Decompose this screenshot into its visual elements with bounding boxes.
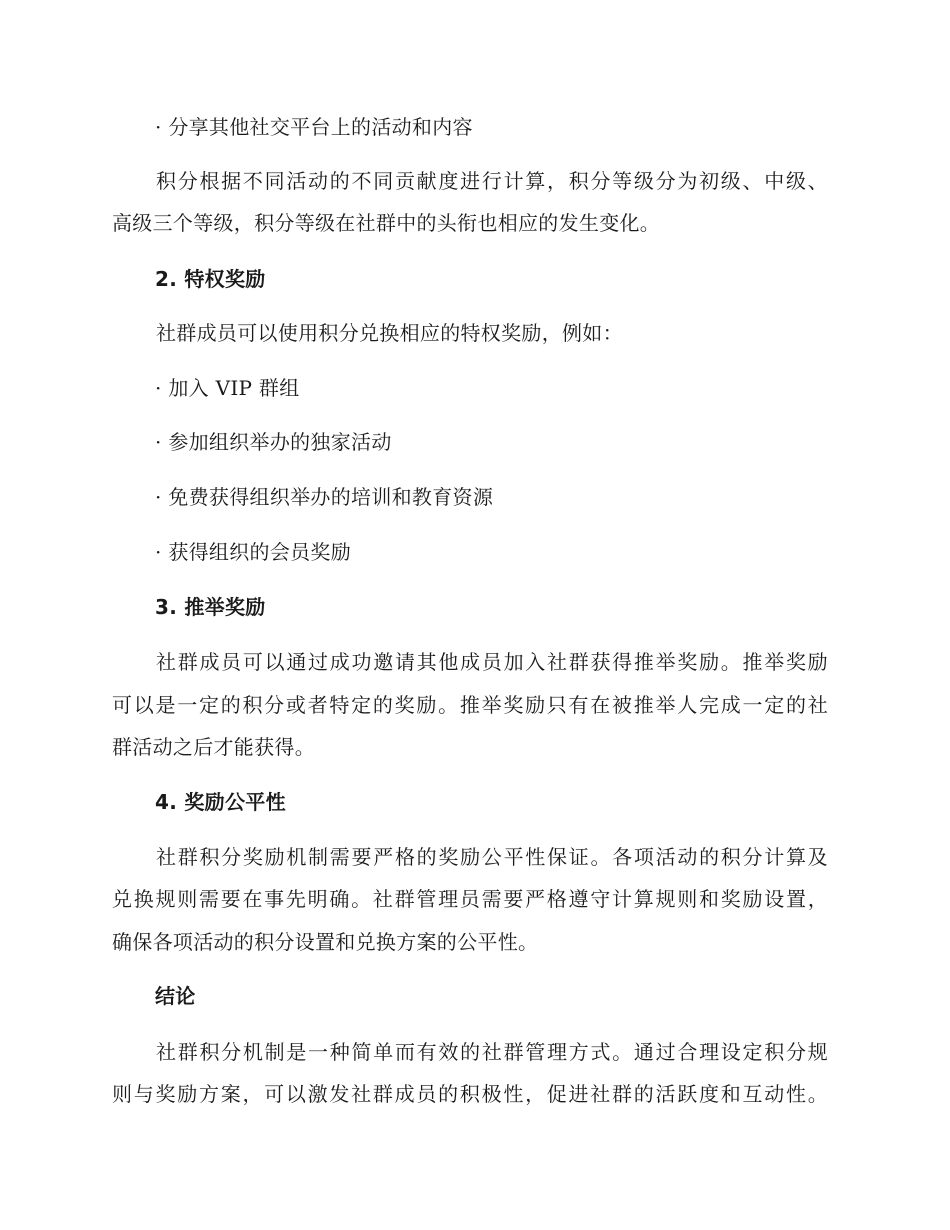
paragraph-points-line-2: 高级三个等级，积分等级在社群中的头衔也相应的发生变化。 xyxy=(112,211,661,235)
bullet-item-member-rewards: · 获得组织的会员奖励 xyxy=(155,540,352,564)
paragraph-conclusion-line-1: 社群积分机制是一种简单而有效的社群管理方式。通过合理设定积分规 xyxy=(156,1040,828,1064)
paragraph-fairness-line-1: 社群积分奖励机制需要严格的奖励公平性保证。各项活动的积分计算及 xyxy=(156,845,828,869)
paragraph-fairness-line-2: 兑换规则需要在事先明确。社群管理员需要严格遵守计算规则和奖励设置， xyxy=(112,887,828,911)
paragraph-referral-line-1: 社群成员可以通过成功邀请其他成员加入社群获得推举奖励。推举奖励 xyxy=(156,650,828,674)
paragraph-privilege-intro: 社群成员可以使用积分兑换相应的特权奖励，例如： xyxy=(156,321,623,345)
section-heading-referral-rewards: 3. 推举奖励 xyxy=(155,595,266,619)
section-heading-privilege-rewards: 2. 特权奖励 xyxy=(155,267,266,291)
paragraph-conclusion-line-2: 则与奖励方案，可以激发社群成员的积极性，促进社群的活跃度和互动性。 xyxy=(112,1082,828,1106)
bullet-item-vip-group: · 加入 VIP 群组 xyxy=(155,376,300,400)
bullet-item-share-activities: · 分享其他社交平台上的活动和内容 xyxy=(155,115,473,139)
paragraph-points-line-1: 积分根据不同活动的不同贡献度进行计算，积分等级分为初级、中级、 xyxy=(156,169,828,193)
bullet-item-free-training: · 免费获得组织举办的培训和教育资源 xyxy=(155,485,494,509)
paragraph-fairness-line-3: 确保各项活动的积分设置和兑换方案的公平性。 xyxy=(112,930,539,954)
section-heading-reward-fairness: 4. 奖励公平性 xyxy=(155,790,286,814)
bullet-item-exclusive-events: · 参加组织举办的独家活动 xyxy=(155,430,392,454)
section-heading-conclusion: 结论 xyxy=(155,984,196,1008)
paragraph-referral-line-2: 可以是一定的积分或者特定的奖励。推举奖励只有在被推举人完成一定的社 xyxy=(112,693,828,717)
paragraph-referral-line-3: 群活动之后才能获得。 xyxy=(112,735,315,759)
